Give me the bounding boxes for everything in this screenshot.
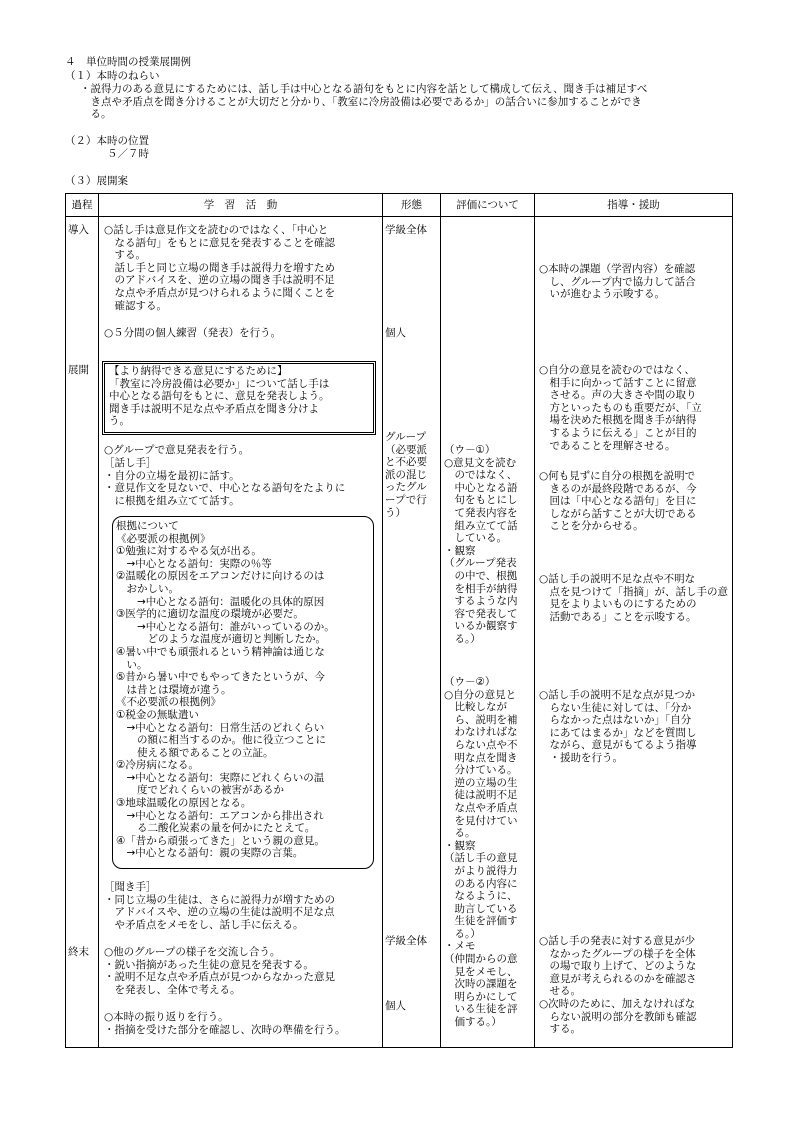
position-heading: （２）本時の位置	[65, 135, 149, 147]
header-form: 形態	[383, 194, 441, 217]
process-intro: 導入	[68, 224, 89, 236]
guidance-develop-4: ○話し手の説明不足な点が見つか らない生徒に対しては、「分か らなかった点はないか」「自分 にあてはまるか」などを質問し ながら、意見がもてるよう指導 ・援助を行う。	[539, 689, 697, 764]
guidance-develop-1: ○自分の意見を読むのではなく、 相手に向かって話すことに留意 させる。声の大きさや間の取り 方といったものも重要だが、「立 場を決めた根拠を聞き手が納得 するように伝える」ことが目的 であることを理解させる。	[539, 364, 702, 452]
guidance-end: ○話し手の発表に対する意見が少 なかったグループの様子を全体 の場で取り上げて、どのような 意見が考えられるのかを確認さ せる。 ○次時のために、加えなければな らない説明の部分を教師も確認 する。	[539, 935, 697, 1036]
plan-heading: （３）展開案	[65, 175, 128, 187]
form-end: 学級全体	[385, 935, 427, 947]
form-group: グループ （必要派 と不必要 派の混じ ったグル ープで行 う）	[385, 431, 427, 519]
activity-practice: ○５分間の個人練習（発表）を行う。	[104, 327, 282, 339]
table-header-row	[66, 194, 733, 217]
activity-reflect: ○本時の振り返りを行う。 ・指摘を受けた部分を確認し、次時の準備を行う。	[104, 1011, 346, 1036]
objective-heading: （１）本時のねらい	[65, 70, 160, 82]
header-activity: 学 習 活 動	[99, 194, 383, 217]
activity-intro: ○話し手は意見作文を読むのではなく、「中心と なる語句」をもとに意見を発表することを確認 する。 話し手と同じ立場の聞き手は説得力を増すため のアドバイスを、逆の立場の聞き手は説明不足 な点や矛盾点が見つけられるように聞くことを 確認する。	[104, 224, 335, 312]
position-text: ５／７時	[107, 148, 149, 160]
form-intro: 学級全体	[385, 224, 427, 236]
goal-box-text: 【より納得できる意見にするために】 「教室に冷房設備は必要か」について話し手は 中心となる語句をもとに、意見を発表しよう。 聞き手は説明不足な点や矛盾点を聞き分けよ う。	[109, 365, 330, 428]
guidance-develop-3: ○話し手の説明不足な点や不明な 点を見つけて「指摘」が、話し手の意 見をよりよいものにするための 活動である」ことを示唆する。	[539, 573, 728, 623]
form-reflect: 個人	[385, 1000, 406, 1012]
header-guidance: 指導・援助	[535, 194, 733, 217]
header-process: 過程	[66, 194, 99, 217]
activity-group: ○グループで意見発表を行う。	[104, 444, 250, 456]
objective-text: ・説得力のある意見にするためには、話し手は中心となる語句をもとに内容を話として構成して伝え、聞き手は補足すべ き点や矛盾点を聞き分けることが大切だと分かり、「教室に冷房設備は必要であるか」の話合いに参加することができ る。	[80, 83, 648, 121]
guidance-column	[535, 217, 733, 1048]
header-evaluation: 評価について	[441, 194, 535, 217]
section-title: ４ 単位時間の授業展開例	[65, 56, 191, 68]
form-column	[383, 217, 441, 1048]
activity-speaker: ［話し手］ ・自分の立場を最初に話す。 ・意見作文を見ないで、中心となる語句をたよりに に根拠を組み立てて話す。	[104, 457, 346, 507]
process-end: 終末	[68, 946, 89, 958]
activity-end: ○他のグループの様子を交流し合う。 ・鋭い指摘があった生徒の意見を発表する。 ・説明不足な点や矛盾点が見つからなかった意見 を発表し、全体で考える。	[104, 946, 335, 996]
guidance-intro: ○本時の課題（学習内容）を確認 し、グループ内で協力して話合 いが進むよう示唆する。	[539, 263, 696, 301]
activity-listener: ［聞き手］ ・同じ立場の生徒は、さらに説得力が増すための アドバイスや、逆の立場の生徒は説明不足な点 や矛盾点をメモをし、話し手に伝える。	[104, 881, 335, 931]
process-column	[66, 217, 99, 1048]
evaluation-second: （ウ－②） ○自分の意見と 比較しなが ら、説明を補 わなければな らない点や不 明な点を聞き 分けている。 逆の立場の生 徒は説明不足 な点や矛盾点 を見付けてい る。 ・観察 （話し手の意見 がより説得力 のある内容に なるように、 助言している 生徒を評価す る。） ・メモ （仲間からの意 見をメモし、 次時の課題を 明らかにして いる生徒を評 価する。）	[444, 676, 518, 1029]
process-develop: 展開	[68, 364, 89, 376]
guidance-develop-2: ○何も見ずに自分の根拠を説明で きるのが最終段階であるが、今 回は「中心となる語句」を目に しながら話すことが大切である ことを分からせる。	[539, 470, 697, 533]
form-practice: 個人	[385, 327, 406, 339]
evaluation-first: （ウ－①） ○意見文を読む のではなく、 中心となる語 句をもとにし て発表内容を 組み立てて話 している。 ・観察 （グループ発表 の中で、根拠 を相手が納得 するような内 容で発表して いるか観察す る。）	[444, 444, 518, 645]
reasons-text: 根拠について 《必要派の根拠例》 ①勉強に対するやる気が出る。 →中心となる語句：実際の％等 ②温暖化の原因をエアコンだけに向けるのは おかしい。 →中心となる語句：温暖化の具体的原因 ③医学的に適切な温度の環境が必要だ。 →中心となる語句：誰がいっているのか。 どのような温度が適切と判断したか。 ④暑い中でも頑張れるという精神論は通じな い。 ⑤昔から暑い中でもやってきたというが、今 は昔とは環境が違う。 《不必要派の根拠例》 ①税金の無駄遣い →中心となる語句：日常生活のどれくらい の額に相当するのか。他に役立つことに 使える額であることの立証。 ②冷房病になる。 →中心となる語句：実際にどれくらいの温 度でどれくらいの被害があるか ③地球温暖化の原因となる。 →中心となる語句：エアコンから排出され る二酸化炭素の量を何かにたとえて。 ④「昔から頑張ってきた」という親の意見。 →中心となる語句：親の実際の言葉。	[116, 520, 335, 860]
